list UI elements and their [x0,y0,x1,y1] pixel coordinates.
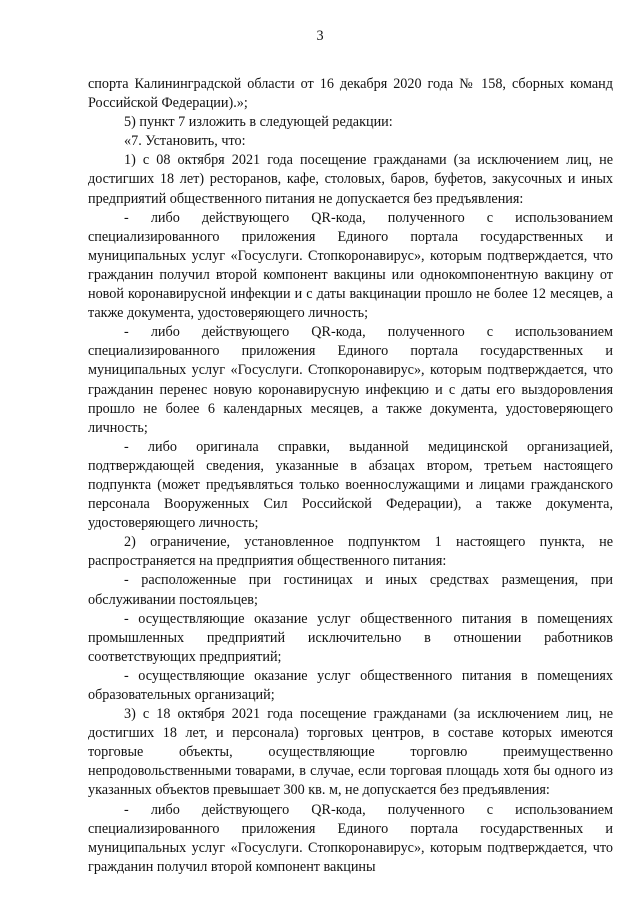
paragraph-bullet-qr-vaccination: - либо действующего QR-кода, полученного с использованием специализированного приложения Единого портала государственных и муниципальных услуг «Госуслуги. Стопкоронавирус», которым подтверждается, что гражданин получил второй компонент вакцины или однокомпонентную вакцину от новой коронавирусной инфекции и с даты вакцинации прошло не более 12 месяцев, а также документа, удостоверяющего личность; [88,209,613,322]
paragraph-bullet-qr-recovery: - либо действующего QR-кода, полученного с использованием специализированного приложения Единого портала государственных и муниципальных услуг «Госуслуги. Стопкоронавирус», которым подтверждается, что гражданин перенес новую коронавирусную инфекцию и с даты его выздоровления прошло не более 6 календарных месяцев, а также документа, удостоверяющего личность; [88,324,613,436]
paragraph-bullet-qr-vaccination-2: - либо действующего QR-кода, полученного с использованием специализированного приложения Единого портала государственных и муниципальных услуг «Госуслуги. Стопкоронавирус», которым подтверждается, что гражданин получил второй компонент вакцины [88,801,613,875]
paragraph-continuation: спорта Калининградской области от 16 декабря 2020 года № 158, сборных команд Российской Федерации).»; [88,76,613,112]
document-body [88,75,613,877]
paragraph-subitem-3: 3) с 18 октября 2021 года посещение гражданами (за исключением лиц, не достигших 18 лет, и персонала) торговых центров, в составе которых имеются торговые объекты, осуществляющие торговлю преимущественно непродовольственными товарами, в случае, если торговая площадь хотя бы одного из указанных объектов превышает 300 кв. м, не допускается без предъявления: [88,706,613,799]
paragraph-bullet-certificate: - либо оригинала справки, выданной медицинской организацией, подтверждающей сведения, указанные в абзацах втором, третьем настоящего подпункта (может предъявляться только военнослужащими и лицами гражданского персонала Вооруженных Сил Российской Федерации), а также документа, удостоверяющего личность; [88,438,613,532]
paragraph-bullet-hotels: - расположенные при гостиницах и иных средствах размещения, при обслуживании постояльцев; [88,572,613,608]
paragraph-item-5: 5) пункт 7 изложить в следующей редакции: [124,114,393,131]
paragraph-subitem-1: 1) с 08 октября 2021 года посещение гражданами (за исключением лиц, не достигших 18 лет) ресторанов, кафе, столовых, баров, буфетов, закусочных и иных предприятий общественного питания не допускается без предъявления: [88,152,613,207]
paragraph-clause-7: «7. Установить, что: [124,133,246,150]
paragraph-subitem-2: 2) ограничение, установленное подпунктом 1 настоящего пункта, не распространяется на предприятия общественного питания: [88,534,613,570]
paragraph-bullet-educational: - осуществляющие оказание услуг общественного питания в помещениях образовательных организаций; [88,667,613,703]
page-number: 3 [316,28,324,44]
paragraph-bullet-industrial: - осуществляющие оказание услуг общественного питания в помещениях промышленных предприятий исключительно в отношении работников соответствующих предприятий; [88,610,613,665]
